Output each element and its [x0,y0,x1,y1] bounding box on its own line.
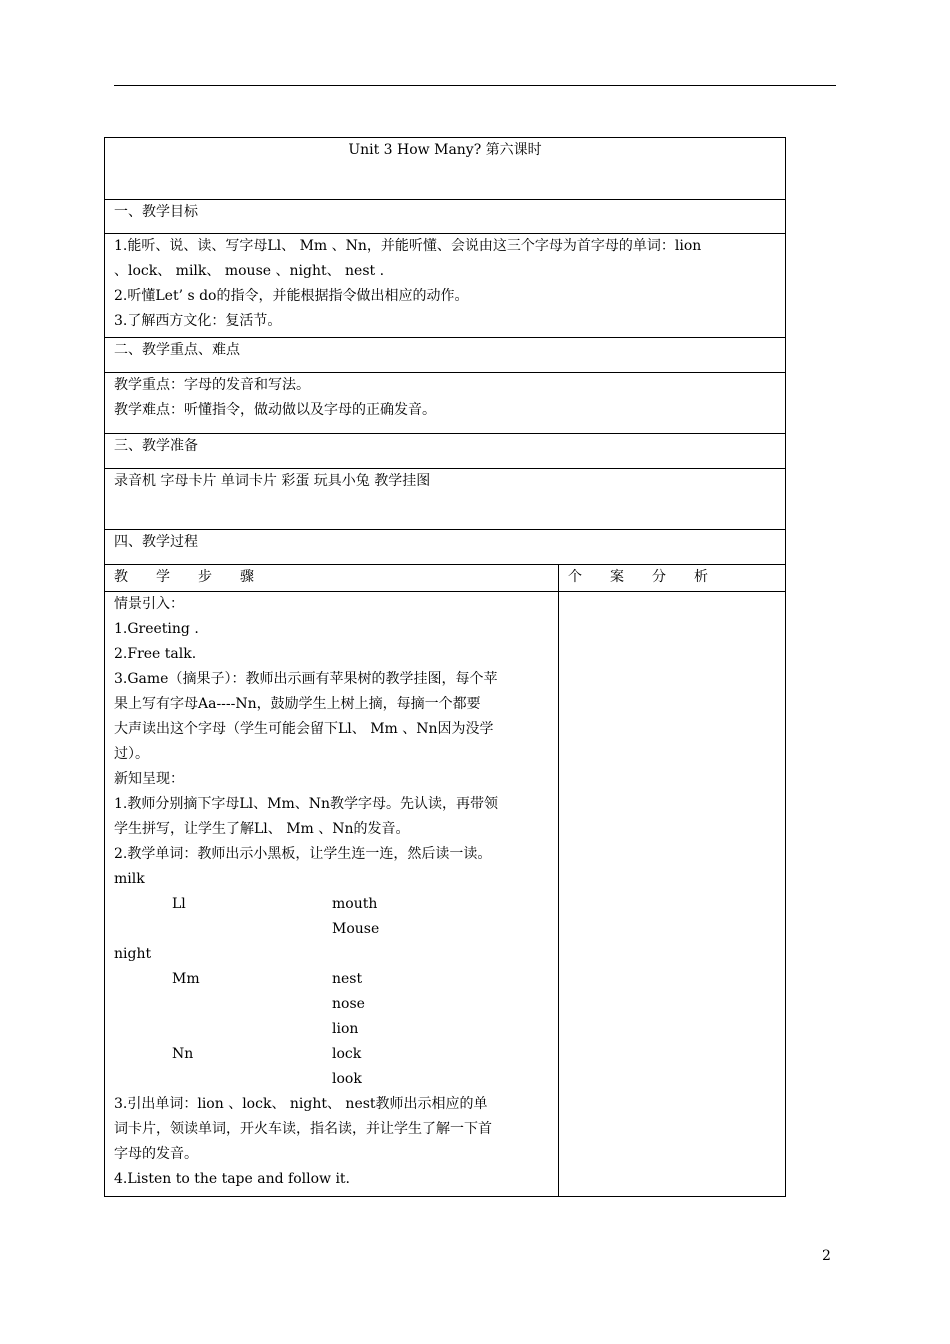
matching-letter [172,992,332,1017]
matching-word-left [114,967,172,992]
matching-word-left [114,917,172,942]
lesson-plan-table [104,137,786,1197]
matching-word-right: Mouse [332,921,380,937]
step-line: 学生拼写，让学生了解Ll、 Mm 、Nn的发音。 [114,821,410,837]
step-line: 大声读出这个字母（学生可能会留下Ll、 Mm 、Nn因为没学 [114,721,494,737]
step-line: 1.教师分别摘下字母Ll、Mm、Nn教学字母。先认读，再带领 [114,796,499,812]
matching-row [114,1042,554,1067]
matching-row [114,942,554,967]
objective-line-1: 1.能听、说、读、写字母Ll、 Mm 、Nn，并能听懂、会说由这三个字母为首字母的单词：lion [114,238,702,254]
step-line: 2.Free talk. [114,646,197,662]
step-line: 3.引出单词：lion 、lock、 night、 nest教师出示相应的单 [114,1096,488,1112]
keypoints-heading-row [105,338,786,373]
matching-row [114,992,554,1017]
objectives-row [105,234,786,338]
prep-row [105,469,786,530]
keypoint-line-1: 教学重点：字母的发音和写法。 [114,377,310,393]
matching-letter [172,1067,332,1092]
step-line: 情景引入： [114,596,184,612]
objectives-heading: 一、教学目标 [105,200,786,234]
analysis-column-header: 个 案 分 析 [559,565,786,592]
matching-row [114,1017,554,1042]
matching-letter: Nn [172,1046,194,1062]
steps-column-header: 教 学 步 骤 [105,565,559,592]
process-heading: 四、教学过程 [105,530,786,565]
keypoint-line-2: 教学难点：听懂指令，做动做以及字母的正确发音。 [114,402,436,418]
matching-letter: Ll [172,896,186,912]
matching-word-left: night [114,946,152,962]
objective-line-2: 、lock、 milk、 mouse 、night、 nest . [114,263,385,279]
matching-row [114,917,554,942]
keypoints-heading: 二、教学重点、难点 [105,338,786,373]
step-line: 过）。 [114,746,149,762]
keypoints-row [105,373,786,434]
matching-row [114,892,554,917]
matching-word-right: nest [332,971,363,987]
step-line: 3.Game（摘果子）：教师出示画有苹果树的教学挂图，每个苹 [114,671,498,687]
step-line: 4.Listen to the tape and follow it. [114,1171,351,1187]
step-line: 字母的发音。 [114,1146,198,1162]
matching-row [114,1067,554,1092]
matching-word-right: lion [332,1021,359,1037]
matching-word-right: mouth [332,896,378,912]
matching-word-right: lock [332,1046,362,1062]
prep-heading: 三、教学准备 [105,434,786,469]
step-line: 新知呈现： [114,771,184,787]
page-number: 2 [822,1248,831,1264]
process-columns-row [105,565,786,592]
prep-heading-row [105,434,786,469]
matching-word-left [114,1017,172,1042]
process-heading-row [105,530,786,565]
steps-cell [105,592,559,1197]
keypoints-cell [105,373,786,434]
prep-materials: 录音机 字母卡片 单词卡片 彩蛋 玩具小兔 教学挂图 [105,469,786,530]
matching-row [114,867,554,892]
word-matching-board [114,867,554,1092]
matching-row [114,967,554,992]
process-body-row [105,592,786,1197]
objectives-heading-row [105,200,786,234]
matching-letter [172,867,332,892]
matching-word-right: look [332,1071,362,1087]
matching-word-right: nose [332,996,365,1012]
matching-letter [172,1017,332,1042]
matching-letter: Mm [172,971,200,987]
matching-word-left [114,992,172,1017]
title-row [105,138,786,200]
matching-letter [172,917,332,942]
objectives-cell [105,234,786,338]
step-line: 果上写有字母Aa----Nn，鼓励学生上树上摘，每摘一个都要 [114,696,481,712]
step-line: 2.教学单词：教师出示小黑板，让学生连一连，然后读一读。 [114,846,492,862]
matching-word-left [114,1042,172,1067]
matching-letter [172,942,332,967]
step-line: 词卡片，领读单词，开火车读，指名读，并让学生了解一下首 [114,1121,492,1137]
analysis-cell [559,592,786,1197]
objective-line-3: 2.听懂Let’ s do的指令，并能根据指令做出相应的动作。 [114,288,469,304]
matching-word-left: milk [114,871,145,887]
matching-word-left [114,1067,172,1092]
objective-line-4: 3.了解西方文化：复活节。 [114,313,282,329]
step-line: 1.Greeting . [114,621,199,637]
header-rule [114,85,836,86]
matching-word-left [114,892,172,917]
lesson-title: Unit 3 How Many? 第六课时 [105,138,786,200]
